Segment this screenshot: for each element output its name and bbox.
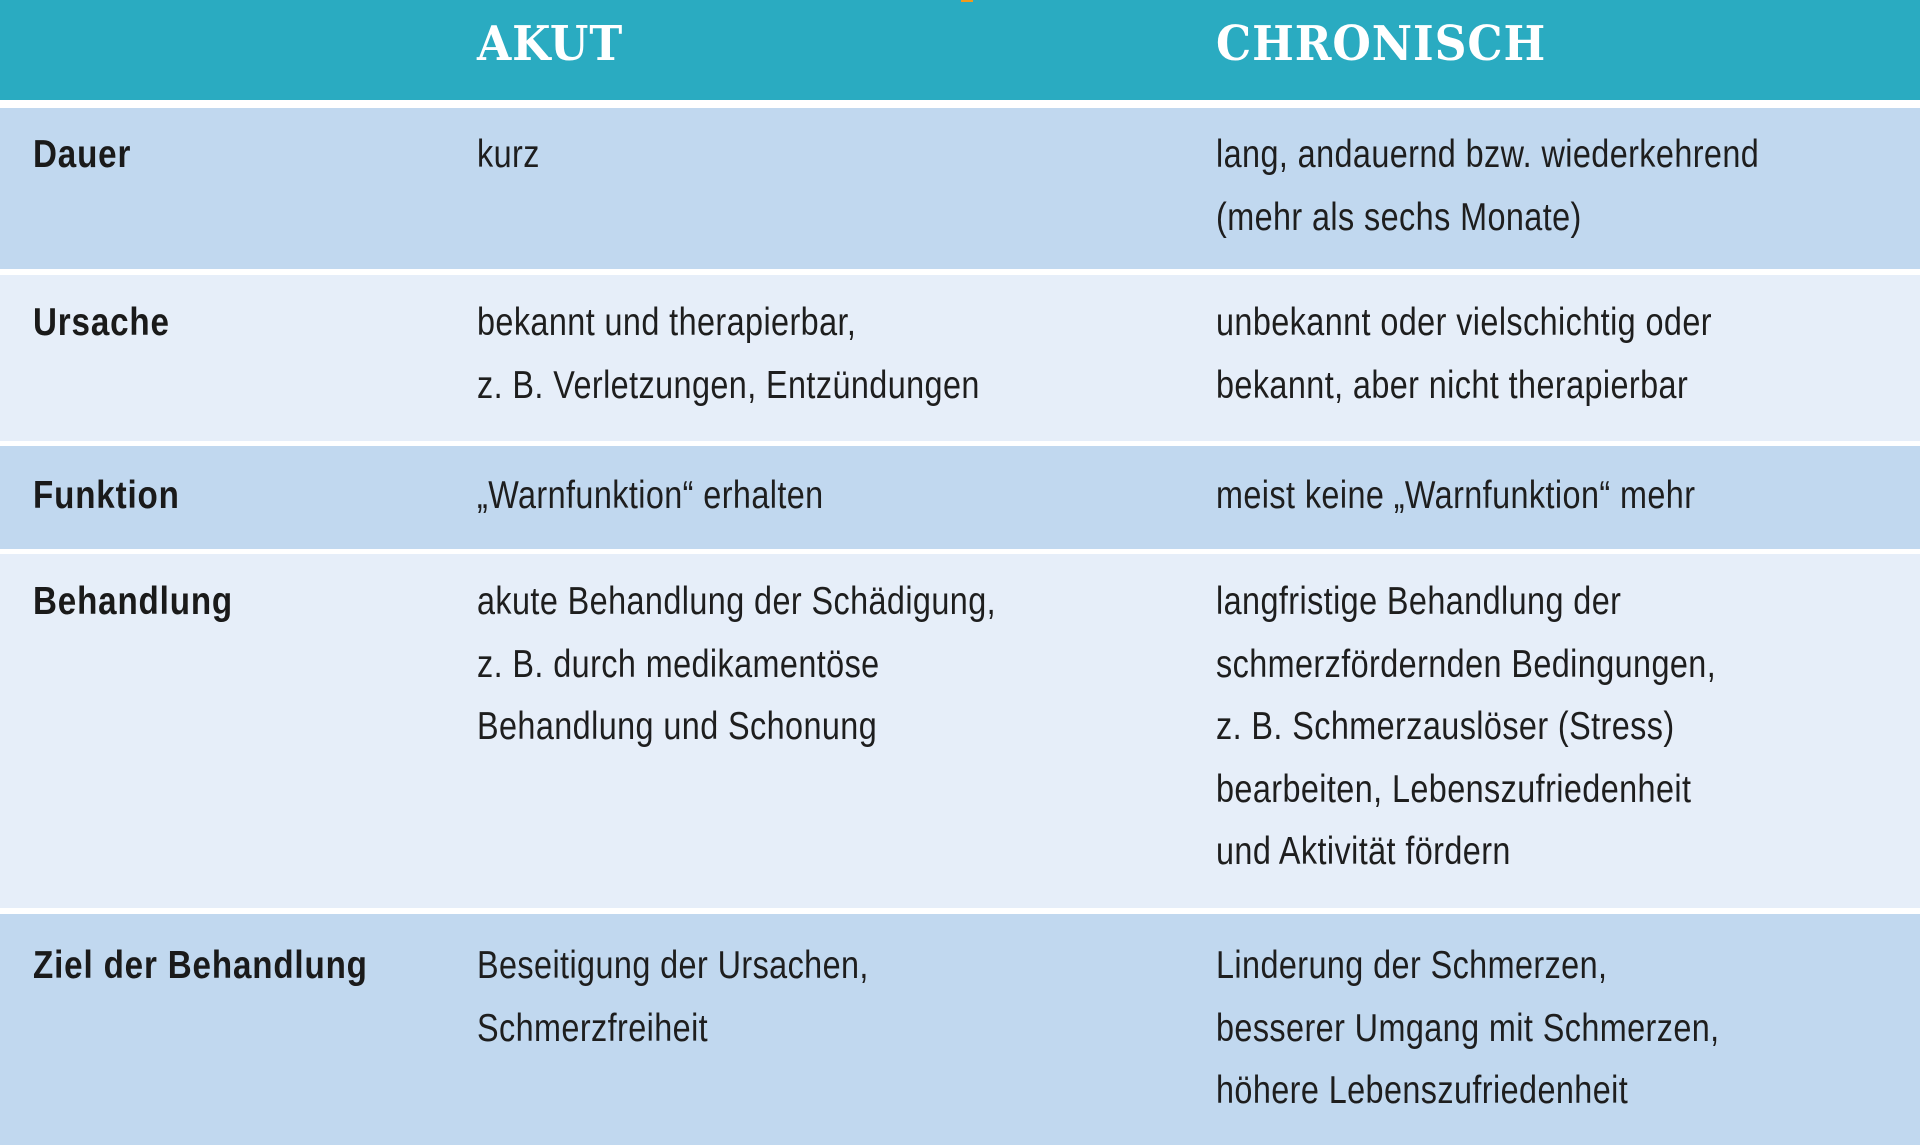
table-row-dauer bbox=[0, 108, 1920, 269]
cell-line: akute Behandlung der Schädigung, bbox=[477, 580, 997, 623]
cell-line: bearbeiten, Lebenszufriedenheit bbox=[1216, 767, 1692, 811]
cell-line: (mehr als sechs Monate) bbox=[1216, 195, 1582, 239]
cell-line: bekannt und therapierbar, bbox=[477, 301, 857, 344]
row-label: Ursache bbox=[33, 301, 170, 344]
chronic-cell bbox=[1216, 465, 1695, 528]
row-label: Ziel der Behandlung bbox=[33, 944, 368, 987]
row-label: Behandlung bbox=[33, 580, 234, 623]
chronic-cell bbox=[1216, 292, 1712, 417]
cell-line: kurz bbox=[477, 133, 540, 176]
acute-cell bbox=[477, 465, 824, 528]
cell-line: Beseitigung der Ursachen, bbox=[477, 944, 869, 987]
cell-line: lang, andauernd bzw. wiederkehrend bbox=[1216, 133, 1760, 176]
table-row-ursache bbox=[0, 275, 1920, 441]
cell-line: schmerzfördernden Bedingungen, bbox=[1216, 642, 1717, 686]
cell-line: bekannt, aber nicht therapierbar bbox=[1216, 363, 1689, 407]
row-label: Dauer bbox=[33, 133, 132, 176]
chronic-cell bbox=[1216, 935, 1720, 1123]
acute-cell bbox=[477, 571, 996, 759]
cell-line: und Aktivität fördern bbox=[1216, 830, 1511, 873]
acute-cell bbox=[477, 935, 869, 1060]
cell-line: langfristige Behandlung der bbox=[1216, 580, 1622, 623]
cell-line: „Warnfunktion“ erhalten bbox=[477, 474, 824, 517]
table-header bbox=[0, 0, 1920, 100]
chronic-cell bbox=[1216, 124, 1759, 249]
row-label: Funktion bbox=[33, 474, 180, 517]
cell-line: z. B. Verletzungen, Entzündungen bbox=[477, 363, 980, 407]
column-header-acute: AKUT bbox=[477, 16, 624, 72]
column-header-chronic: CHRONISCH bbox=[1216, 16, 1547, 72]
cell-line: Linderung der Schmerzen, bbox=[1216, 944, 1608, 987]
acute-cell bbox=[477, 292, 980, 417]
cell-line: unbekannt oder vielschichtig oder bbox=[1216, 301, 1712, 344]
cell-line: Schmerzfreiheit bbox=[477, 1006, 709, 1050]
table-row-behandlung bbox=[0, 554, 1920, 908]
accent-mark bbox=[961, 0, 973, 2]
cell-line: meist keine „Warnfunktion“ mehr bbox=[1216, 474, 1696, 517]
table-row-funktion bbox=[0, 446, 1920, 549]
table-row-ziel bbox=[0, 914, 1920, 1145]
cell-line: z. B. durch medikamentöse bbox=[477, 642, 880, 686]
cell-line: höhere Lebenszufriedenheit bbox=[1216, 1069, 1629, 1112]
cell-line: Behandlung und Schonung bbox=[477, 705, 878, 748]
chronic-cell bbox=[1216, 571, 1716, 884]
cell-line: z. B. Schmerzauslöser (Stress) bbox=[1216, 705, 1675, 748]
acute-cell bbox=[477, 124, 540, 187]
cell-line: besserer Umgang mit Schmerzen, bbox=[1216, 1006, 1720, 1050]
